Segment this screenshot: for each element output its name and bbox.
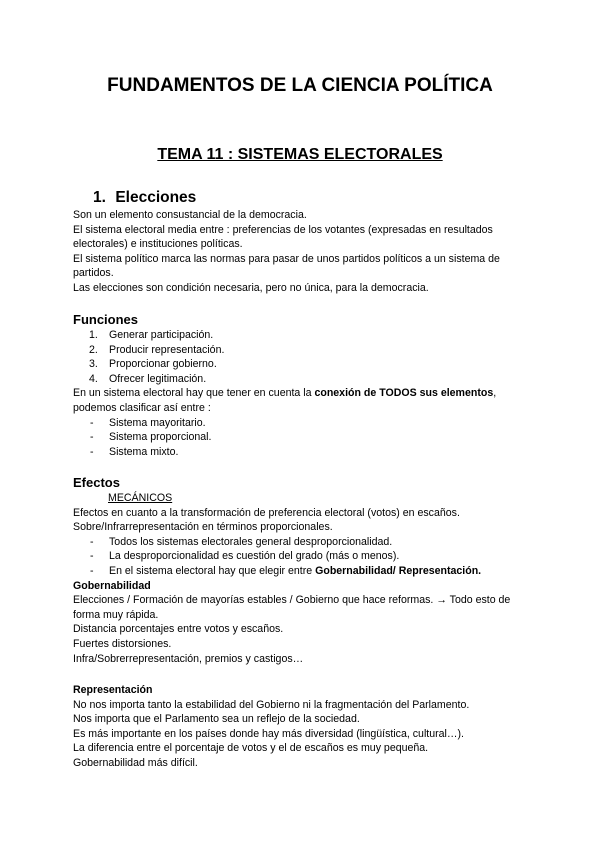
list-item: - La desproporcionalidad es cuestión del grado (más o menos). xyxy=(90,550,400,563)
efectos-section xyxy=(73,474,533,666)
paragraph: Son un elemento consustancial de la democracia. xyxy=(73,209,307,221)
section-heading-elecciones xyxy=(93,188,196,208)
representacion-heading: Representación xyxy=(73,684,153,696)
representacion-section xyxy=(73,683,533,771)
mecanicos-subheading: MECÁNICOS xyxy=(108,492,173,504)
list-item: - Sistema mayoritario. xyxy=(90,416,206,429)
paragraph: Fuertes distorsiones. xyxy=(73,637,172,650)
paragraph: El sistema político marca las normas para pasar de unos partidos políticos a un sistema de partidos. xyxy=(73,252,500,280)
document-title: FUNDAMENTOS DE LA CIENCIA POLÍTICA xyxy=(107,75,493,96)
paragraph: Gobernabilidad más difícil. xyxy=(73,756,198,769)
paragraph: Distancia porcentajes entre votos y escaños. xyxy=(73,623,284,636)
paragraph: Infra/Sobrerrepresentación, premios y castigos… xyxy=(73,652,304,665)
funciones-heading: Funciones xyxy=(73,312,139,327)
list-item: - Todos los sistemas electorales general desproporcionalidad. xyxy=(90,535,393,548)
list-item: - Sistema proporcional. xyxy=(90,431,212,444)
list-item: - En el sistema electoral hay que elegir entre Gobernabilidad/ Representación. xyxy=(90,564,482,577)
list-item: - Sistema mixto. xyxy=(90,445,179,458)
list-item: 4. Ofrecer legitimación. xyxy=(89,372,207,385)
emphasis: conexión de TODOS sus elementos xyxy=(314,387,494,400)
system-types-list xyxy=(73,416,533,460)
section-number: 1. xyxy=(93,189,106,206)
elecciones-body xyxy=(73,208,533,296)
funciones-list xyxy=(73,328,533,386)
paragraph: La diferencia entre el porcentaje de votos y el de escaños es muy pequeña. xyxy=(73,742,429,755)
emphasis: Gobernabilidad/ Representación. xyxy=(315,564,482,577)
paragraph: Elecciones / Formación de mayorías estables / Gobierno que hace reformas. → Todo esto de forma muy rápida. xyxy=(73,594,511,621)
paragraph: No nos importa tanto la estabilidad del Gobierno ni la fragmentación del Parlamento. xyxy=(73,698,470,711)
paragraph: Efectos en cuanto a la transformación de preferencia electoral (votos) en escaños. xyxy=(73,506,460,519)
gobernabilidad-heading: Gobernabilidad xyxy=(73,579,151,592)
efectos-list xyxy=(73,535,533,579)
list-item: 3. Proporcionar gobierno. xyxy=(89,358,217,371)
list-item: 2. Producir representación. xyxy=(89,343,225,356)
paragraph: En un sistema electoral hay que tener en cuenta la conexión de TODOS sus elementos, podemos clasificar así entre : xyxy=(73,387,497,414)
paragraph: Las elecciones son condición necesaria, pero no única, para la democracia. xyxy=(73,281,429,294)
topic-title: TEMA 11 : SISTEMAS ELECTORALES xyxy=(157,146,443,163)
efectos-heading: Efectos xyxy=(73,475,120,490)
paragraph: El sistema electoral media entre : preferencias de los votantes (expresadas en resultados electorales) e instituciones políticas. xyxy=(73,223,493,251)
paragraph: Sobre/Infrarrepresentación en términos proporcionales. xyxy=(73,521,333,534)
list-item: 1. Generar participación. xyxy=(89,329,214,341)
paragraph: Es más importante en los países donde hay más diversidad (lingüística, cultural…). xyxy=(73,727,464,740)
paragraph: Nos importa que el Parlamento sea un reflejo de la sociedad. xyxy=(73,713,360,726)
section-heading-label: Elecciones xyxy=(115,189,197,206)
funciones-section xyxy=(73,311,533,459)
